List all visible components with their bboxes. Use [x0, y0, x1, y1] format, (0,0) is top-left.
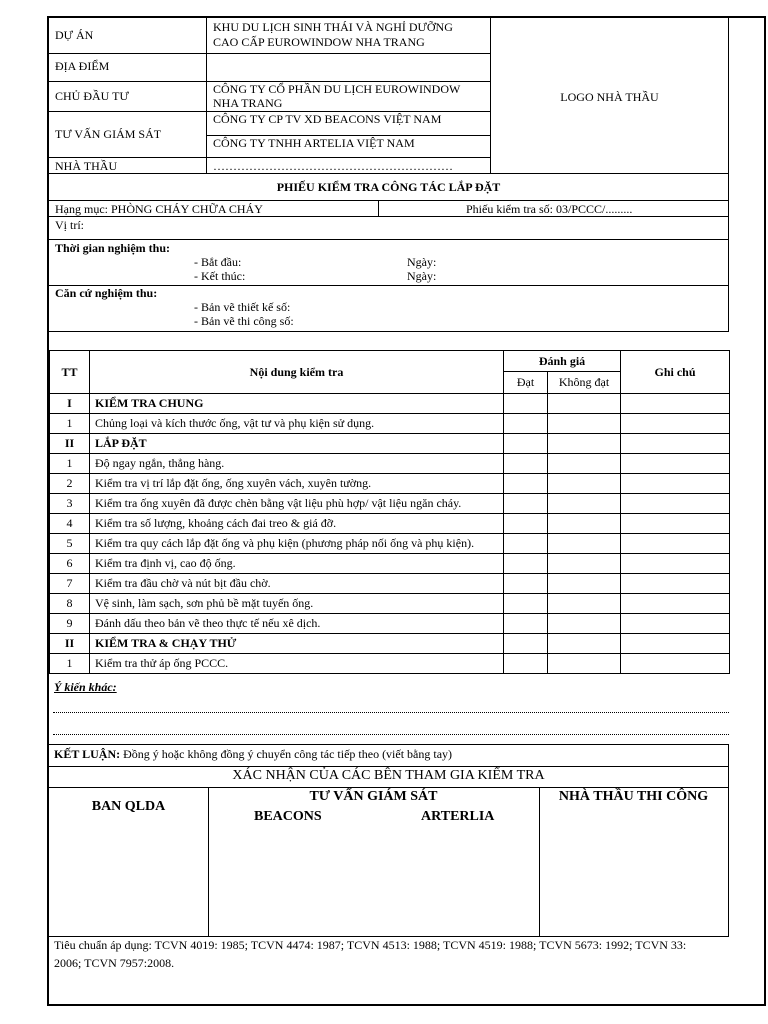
row-tt: 5 [50, 534, 90, 554]
row-khong-dat-cell [548, 614, 621, 634]
nha-thau-thi-cong-label: NHÀ THẦU THI CÔNG [558, 789, 709, 804]
row-khong-dat-cell [548, 494, 621, 514]
col-header-khong-dat: Không đạt [548, 372, 621, 394]
du-an-value-line-2: CAO CẤP EUROWINDOW NHA TRANG [213, 35, 425, 49]
row-dat-cell [504, 414, 548, 434]
row-tt: II [50, 634, 90, 654]
table-row [50, 574, 730, 594]
row-dat-cell [504, 454, 548, 474]
table-row [50, 634, 730, 654]
thoi-gian-nghiem-thu-label: Thời gian nghiệm thu: [55, 241, 171, 255]
row-tt: 9 [50, 614, 90, 634]
row-khong-dat-cell [548, 534, 621, 554]
ngay-bat-dau: Ngày: [407, 255, 437, 269]
dia-diem-label: ĐỊA ĐIỂM [55, 59, 110, 73]
tu-van-giam-sat-label: TƯ VẤN GIÁM SÁT [55, 127, 162, 141]
du-an-label: DỰ ÁN [55, 28, 94, 42]
row-tt: II [50, 434, 90, 454]
can-cu-nghiem-thu-label: Căn cứ nghiệm thu: [55, 286, 158, 300]
inspection-form-page [47, 16, 766, 1006]
row-tt: I [50, 394, 90, 414]
row-ghi-chu-cell [621, 474, 730, 494]
row-content: Kiểm tra số lượng, khoảng cách đai treo & giá đỡ. [90, 514, 504, 534]
row-content: Vệ sinh, làm sạch, sơn phủ bề mặt tuyến ống. [90, 594, 504, 614]
table-row [50, 414, 730, 434]
opinion-line-1 [53, 712, 729, 713]
row-ghi-chu-cell [621, 634, 730, 654]
row-dat-cell [504, 634, 548, 654]
row-content: Kiểm tra đầu chờ và nút bịt đầu chờ. [90, 574, 504, 594]
row-ghi-chu-cell [621, 454, 730, 474]
inspection-table [49, 350, 730, 674]
row-ghi-chu-cell [621, 574, 730, 594]
tieu-chuan-line-1: Tiêu chuẩn áp dụng: TCVN 4019: 1985; TCVN 4474: 1987; TCVN 4513: 1988; TCVN 4519: 1988; TCVN 5673: 1992; TCVN 33: [54, 938, 687, 952]
row-content: Độ ngay ngắn, thẳng hàng. [90, 454, 504, 474]
col-header-noi-dung: Nội dung kiểm tra [90, 351, 504, 394]
row-dat-cell [504, 434, 548, 454]
arterlia-label: ARTERLIA [421, 809, 495, 824]
row-khong-dat-cell [548, 514, 621, 534]
row-ghi-chu-cell [621, 654, 730, 674]
chu-dau-tu-value-line-2: NHA TRANG [213, 96, 283, 110]
logo-nha-thau-placeholder: LOGO NHÀ THẦU [560, 90, 659, 104]
ket-luan [54, 748, 452, 761]
table-header-row [50, 351, 730, 372]
du-an-value-line-1: KHU DU LỊCH SINH THÁI VÀ NGHỈ DƯỠNG [213, 20, 453, 34]
row-tt: 6 [50, 554, 90, 574]
row-khong-dat-cell [548, 594, 621, 614]
row-ghi-chu-cell [621, 394, 730, 414]
ket-thuc: - Kết thúc: [194, 269, 246, 283]
col-header-tt: TT [50, 351, 90, 394]
row-tt: 7 [50, 574, 90, 594]
ket-luan-label: KẾT LUẬN: [54, 747, 121, 761]
table-row [50, 654, 730, 674]
row-dat-cell [504, 654, 548, 674]
row-khong-dat-cell [548, 414, 621, 434]
row-ghi-chu-cell [621, 514, 730, 534]
ngay-ket-thuc: Ngày: [407, 269, 437, 283]
tu-van-artelia-value: CÔNG TY TNHH ARTELIA VIỆT NAM [213, 136, 415, 150]
row-khong-dat-cell [548, 654, 621, 674]
row-dat-cell [504, 494, 548, 514]
row-khong-dat-cell [548, 574, 621, 594]
nha-thau-value: …………………………………………………… [213, 159, 453, 173]
row-content: LẮP ĐẶT [90, 434, 504, 454]
opinion-line-2 [53, 734, 729, 735]
row-dat-cell [504, 394, 548, 414]
row-khong-dat-cell [548, 434, 621, 454]
row-khong-dat-cell [548, 554, 621, 574]
table-row [50, 514, 730, 534]
conclusion-block [49, 744, 729, 937]
table-row [50, 434, 730, 454]
ban-qlda-label: BAN QLDA [91, 799, 166, 814]
chu-dau-tu-label: CHỦ ĐẦU TƯ [55, 89, 129, 103]
table-row [50, 614, 730, 634]
row-dat-cell [504, 514, 548, 534]
form-title: PHIẾU KIỂM TRA CÔNG TÁC LẮP ĐẶT [276, 180, 501, 194]
col-header-ghi-chu: Ghi chú [621, 351, 730, 394]
row-tt: 2 [50, 474, 90, 494]
row-dat-cell [504, 534, 548, 554]
row-content: Kiểm tra vị trí lắp đặt ống, ống xuyên vách, xuyên tường. [90, 474, 504, 494]
nha-thau-label: NHÀ THẦU [55, 159, 118, 173]
row-khong-dat-cell [548, 474, 621, 494]
header-block [49, 18, 729, 174]
phieu-kiem-tra-so: Phiếu kiểm tra số: 03/PCCC/......... [466, 202, 633, 216]
table-row [50, 494, 730, 514]
row-khong-dat-cell [548, 454, 621, 474]
row-dat-cell [504, 614, 548, 634]
row-khong-dat-cell [548, 634, 621, 654]
row-ghi-chu-cell [621, 554, 730, 574]
row-content: Kiểm tra định vị, cao độ ống. [90, 554, 504, 574]
row-ghi-chu-cell [621, 594, 730, 614]
tu-van-beacons-value: CÔNG TY CP TV XD BEACONS VIỆT NAM [213, 112, 442, 126]
row-ghi-chu-cell [621, 614, 730, 634]
col-header-danh-gia: Đánh giá [504, 351, 621, 372]
row-ghi-chu-cell [621, 414, 730, 434]
vi-tri: Vị trí: [55, 218, 84, 232]
xac-nhan-title: XÁC NHẬN CỦA CÁC BÊN THAM GIA KIỂM TRA [232, 768, 545, 783]
row-ghi-chu-cell [621, 434, 730, 454]
tu-van-giam-sat-sign-label: TƯ VẤN GIÁM SÁT [309, 789, 438, 804]
table-row [50, 534, 730, 554]
row-content: KIỂM TRA & CHẠY THỬ [90, 634, 504, 654]
ban-ve-thiet-ke: - Bản vẽ thiết kế số: [194, 300, 291, 314]
table-row [50, 594, 730, 614]
row-ghi-chu-cell [621, 494, 730, 514]
y-kien-khac-label: Ý kiến khác: [54, 680, 117, 694]
row-content: Kiểm tra ống xuyên đã được chèn bằng vật liệu phù hợp/ vật liệu ngăn cháy. [90, 494, 504, 514]
ban-ve-thi-cong: - Bản vẽ thi công số: [194, 314, 294, 328]
row-khong-dat-cell [548, 394, 621, 414]
row-content: Kiểm tra quy cách lắp đặt ống và phụ kiện (phương pháp nối ống và phụ kiện). [90, 534, 504, 554]
table-row [50, 454, 730, 474]
row-tt: 1 [50, 454, 90, 474]
table-row [50, 394, 730, 414]
row-content: Đánh dấu theo bản vẽ theo thực tế nếu xê dịch. [90, 614, 504, 634]
table-row [50, 554, 730, 574]
table-row [50, 474, 730, 494]
row-content: Chủng loại và kích thước ống, vật tư và phụ kiện sử dụng. [90, 414, 504, 434]
row-content: Kiểm tra thử áp ống PCCC. [90, 654, 504, 674]
chu-dau-tu-value-line-1: CÔNG TY CỔ PHẦN DU LỊCH EUROWINDOW [213, 82, 461, 96]
col-header-dat: Đạt [504, 372, 548, 394]
tieu-chuan-line-2: 2006; TCVN 7957:2008. [54, 956, 175, 970]
row-dat-cell [504, 594, 548, 614]
row-tt: 4 [50, 514, 90, 534]
row-content: KIỂM TRA CHUNG [90, 394, 504, 414]
row-dat-cell [504, 574, 548, 594]
row-ghi-chu-cell [621, 534, 730, 554]
hang-muc: Hạng mục: PHÒNG CHÁY CHỮA CHÁY [55, 202, 263, 216]
row-dat-cell [504, 554, 548, 574]
beacons-label: BEACONS [254, 809, 322, 824]
row-tt: 8 [50, 594, 90, 614]
row-tt: 1 [50, 654, 90, 674]
row-tt: 3 [50, 494, 90, 514]
row-dat-cell [504, 474, 548, 494]
bat-dau: - Bắt đầu: [194, 255, 242, 269]
ket-luan-text: Đồng ý hoặc không đồng ý chuyển công tác tiếp theo (viết bằng tay) [120, 747, 453, 761]
form-info-block [49, 174, 729, 332]
row-tt: 1 [50, 414, 90, 434]
